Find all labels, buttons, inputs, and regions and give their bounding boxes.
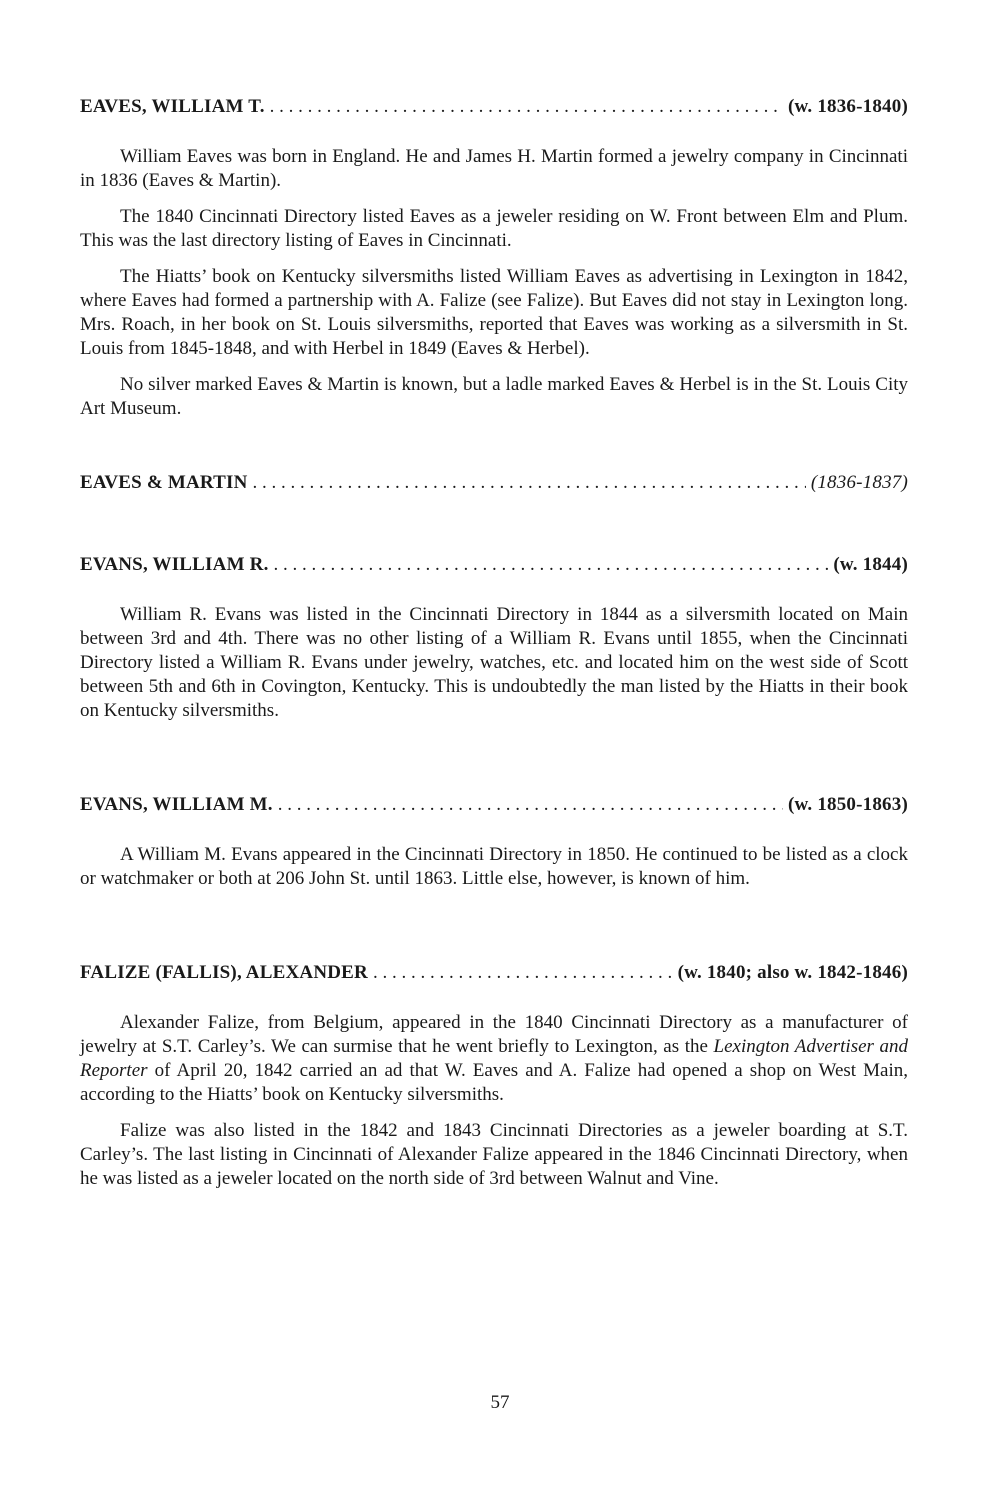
- paragraph: William R. Evans was listed in the Cincinnati Directory in 1844 as a silversmith located on Main between 3rd and 4th. There was no other listing of a William R. Evans until 1855, when the Cincinnati Directory listed a William R. Evans under jewelry, watches, etc. and located him on the west side of Scott between 5th and 6th in Covington, Kentucky. This is undoubtedly the man listed by the Hiatts in their book on Kentucky silversmiths.: [80, 604, 908, 721]
- paragraph: The 1840 Cincinnati Directory listed Eaves as a jeweler residing on W. Front between Elm and Plum. This was the last directory listing of Eaves in Cincinnati.: [80, 206, 908, 251]
- entry-dates: (w. 1840; also w. 1842-1846): [677, 962, 908, 983]
- paragraph-text: Alexander Falize, from Belgium, appeared in the 1840 Cincinnati Directory as a manufacturer of jewelry at S.T. Carley’s. We can surmise that he went briefly to Lexington, as the: [80, 1012, 908, 1057]
- dot-leader: [253, 471, 806, 495]
- entry-heading: [80, 961, 908, 985]
- paragraph: The Hiatts’ book on Kentucky silversmiths listed William Eaves as advertising in Lexington in 1842, where Eaves had formed a partnership with A. Falize (see Falize). But Eaves did not stay in Lexington long. Mrs. Roach, in her book on St. Louis silversmiths, reported that Eaves was working as a silversmith in St. Louis from 1845-1848, and with Herbel in 1849 (Eaves & Herbel).: [80, 266, 908, 359]
- paragraph: [80, 1011, 908, 1107]
- entry-body: [80, 843, 908, 891]
- dot-leader: [278, 793, 783, 817]
- paragraph: Falize was also listed in the 1842 and 1843 Cincinnati Directories as a jeweler boarding at S.T. Carley’s. The last listing in Cincinnati of Alexander Falize appeared in the 1846 Cincinnati Directory, when he was listed as a jeweler located on the north side of 3rd between Walnut and Vine.: [80, 1120, 908, 1189]
- entry-name: FALIZE (FALLIS), ALEXANDER: [80, 962, 368, 983]
- paragraph: A William M. Evans appeared in the Cincinnati Directory in 1850. He continued to be listed as a clock or watchmaker or both at 206 John St. until 1863. Little else, however, is known of him.: [80, 844, 908, 889]
- paragraph-text: of April 20, 1842 carried an ad that W. Eaves and A. Falize had opened a shop on West Main, according to the Hiatts’ book on Kentucky silversmiths.: [80, 1060, 908, 1105]
- entry-evans-william-m: [80, 793, 908, 891]
- entry-body: [80, 603, 908, 723]
- entry-falize-alexander: [80, 961, 908, 1191]
- paragraph: No silver marked Eaves & Martin is known, but a ladle marked Eaves & Herbel is in the St. Louis City Art Museum.: [80, 374, 908, 419]
- entry-heading: [80, 471, 908, 495]
- document-page: [80, 95, 908, 1203]
- entry-evans-william-r: [80, 553, 908, 723]
- entry-body: [80, 1011, 908, 1191]
- entry-heading: [80, 553, 908, 577]
- page-number: 57: [490, 1392, 510, 1413]
- entry-heading: [80, 793, 908, 817]
- entry-dates: (w. 1844): [833, 554, 908, 575]
- entry-heading: [80, 95, 908, 119]
- entry-name: EVANS, WILLIAM M.: [80, 794, 273, 815]
- entry-body: [80, 145, 908, 421]
- paragraph: William Eaves was born in England. He and James H. Martin formed a jewelry company in Cincinnati in 1836 (Eaves & Martin).: [80, 146, 908, 191]
- entry-dates: (w. 1836-1840): [788, 96, 908, 117]
- dot-leader: [270, 95, 783, 119]
- dot-leader: [373, 961, 673, 985]
- entry-name: EAVES, WILLIAM T.: [80, 96, 265, 117]
- entry-name: EAVES & MARTIN: [80, 472, 248, 493]
- entry-eaves-and-martin: [80, 471, 908, 495]
- entry-dates: (w. 1850-1863): [788, 794, 908, 815]
- entry-eaves-william-t: [80, 95, 908, 421]
- dot-leader: [274, 553, 829, 577]
- entry-dates: (1836-1837): [810, 472, 908, 493]
- publication-title: Lexington Advertiser and Reporter: [80, 1036, 909, 1081]
- entry-name: EVANS, WILLIAM R.: [80, 554, 269, 575]
